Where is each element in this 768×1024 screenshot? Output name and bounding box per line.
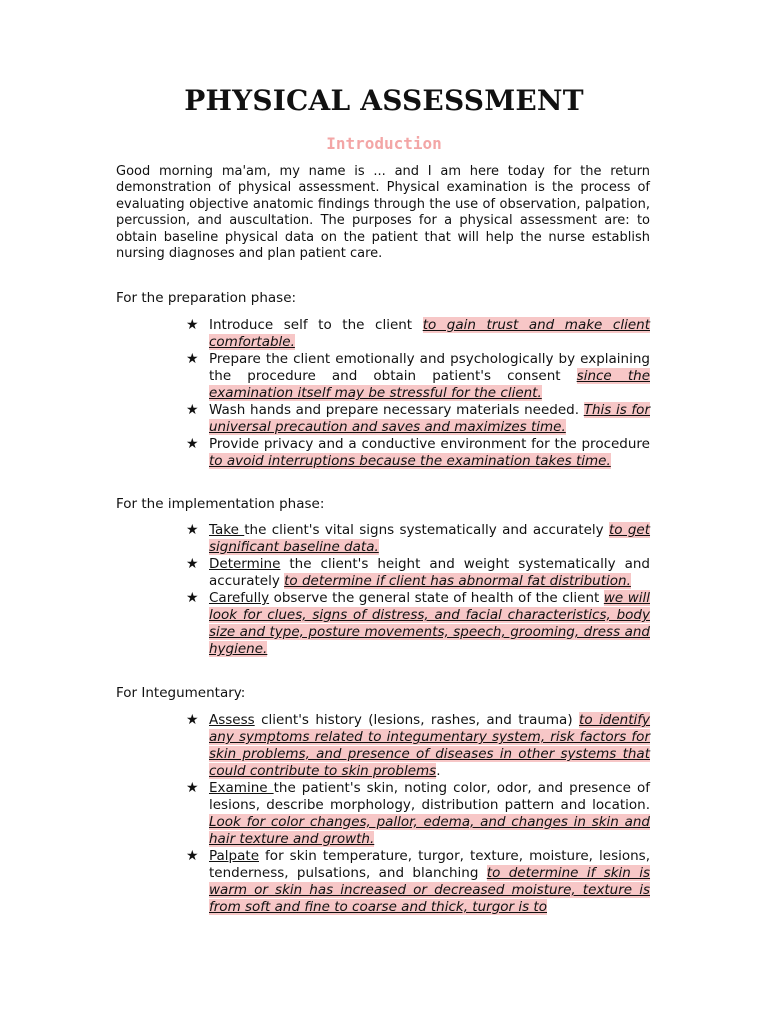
list-item <box>186 317 650 351</box>
integumentary-list <box>186 712 650 916</box>
star-bullet-icon: ★ <box>186 556 199 572</box>
star-bullet-icon: ★ <box>186 351 199 367</box>
preparation-heading: For the preparation phase: <box>116 290 297 306</box>
star-bullet-icon: ★ <box>186 402 199 418</box>
item-text: the patient's skin, noting color, odor, and presence of lesions, describe morphology, distribution pattern and location. <box>209 780 650 813</box>
item-keyword: Take <box>209 522 245 538</box>
list-item <box>186 351 650 402</box>
star-bullet-icon: ★ <box>186 780 199 796</box>
item-highlight: since the examination itself may be stressful for the client. <box>209 368 650 401</box>
list-item <box>186 780 650 848</box>
item-text: Wash hands and prepare necessary materials needed. <box>209 402 584 418</box>
list-item <box>186 556 650 590</box>
list-item <box>186 712 650 780</box>
star-bullet-icon: ★ <box>186 712 199 728</box>
star-bullet-icon: ★ <box>186 317 199 333</box>
item-keyword: Assess <box>209 712 255 728</box>
item-highlight: to determine if client has abnormal fat distribution. <box>284 573 631 589</box>
item-highlight: Look for color changes, pallor, edema, and changes in skin and hair texture and growth. <box>209 814 650 847</box>
item-text: Introduce self to the client <box>209 317 423 333</box>
item-tail: . <box>436 763 441 779</box>
list-item <box>186 590 650 658</box>
item-highlight: to identify any symptoms related to integumentary system, risk factors for skin problems, and presence of diseases in other systems that could contribute to skin problems <box>209 712 651 779</box>
star-bullet-icon: ★ <box>186 848 199 864</box>
preparation-list <box>186 317 650 470</box>
item-text: the client's vital signs systematically and accurately <box>244 522 609 538</box>
list-item <box>186 848 650 916</box>
item-text: Provide privacy and a conductive environment for the procedure <box>209 436 650 452</box>
item-highlight: we will look for clues, signs of distress, and facial characteristics, body size and type, posture movements, speech, grooming, dress and hygiene. <box>209 590 650 657</box>
item-text: Prepare the client emotionally and psychologically by explaining the procedure and obtain patient's consent <box>209 351 650 384</box>
item-text: the client's height and weight systematically and accurately <box>209 556 650 589</box>
integumentary-heading: For Integumentary: <box>116 685 246 701</box>
list-item <box>186 402 650 436</box>
item-highlight: to gain trust and make client comfortable. <box>209 317 650 350</box>
list-item <box>186 436 650 470</box>
item-text: client's history (lesions, rashes, and trauma) <box>254 712 580 728</box>
item-highlight: to avoid interruptions because the examination takes time. <box>209 453 611 469</box>
item-keyword: Examine <box>209 780 274 796</box>
item-keyword: Determine <box>209 556 281 572</box>
item-text: observe the general state of health of the client <box>269 590 604 606</box>
star-bullet-icon: ★ <box>186 522 199 538</box>
item-highlight: This is for universal precaution and saves and maximizes time. <box>209 402 650 435</box>
page-title: PHYSICAL ASSESSMENT <box>184 84 584 117</box>
intro-paragraph: Good morning ma'am, my name is ... and I am here today for the return demonstration of physical assessment. Physical examination is the process of evaluating objective anatomic findings through the use of observation, palpation, percussion, and auscultation. The purposes for a physical assessment are: to obtain baseline physical data on the patient that will help the nurse establish nursing diagnoses and plan patient care. <box>116 164 650 262</box>
star-bullet-icon: ★ <box>186 436 199 452</box>
item-highlight: to determine if skin is warm or skin has increased or decreased moisture, texture is from soft and fine to coarse and thick, turgor is to <box>209 865 651 915</box>
implementation-heading: For the implementation phase: <box>116 496 325 512</box>
section-subtitle: Introduction <box>326 134 442 153</box>
item-highlight: to get significant baseline data. <box>209 522 651 555</box>
implementation-list <box>186 522 650 658</box>
star-bullet-icon: ★ <box>186 590 199 606</box>
item-text: for skin temperature, turgor, texture, moisture, lesions, tenderness, pulsations, and blanching <box>209 848 650 881</box>
list-item <box>186 522 650 556</box>
item-keyword: Carefully <box>209 590 270 606</box>
item-keyword: Palpate <box>209 848 259 864</box>
